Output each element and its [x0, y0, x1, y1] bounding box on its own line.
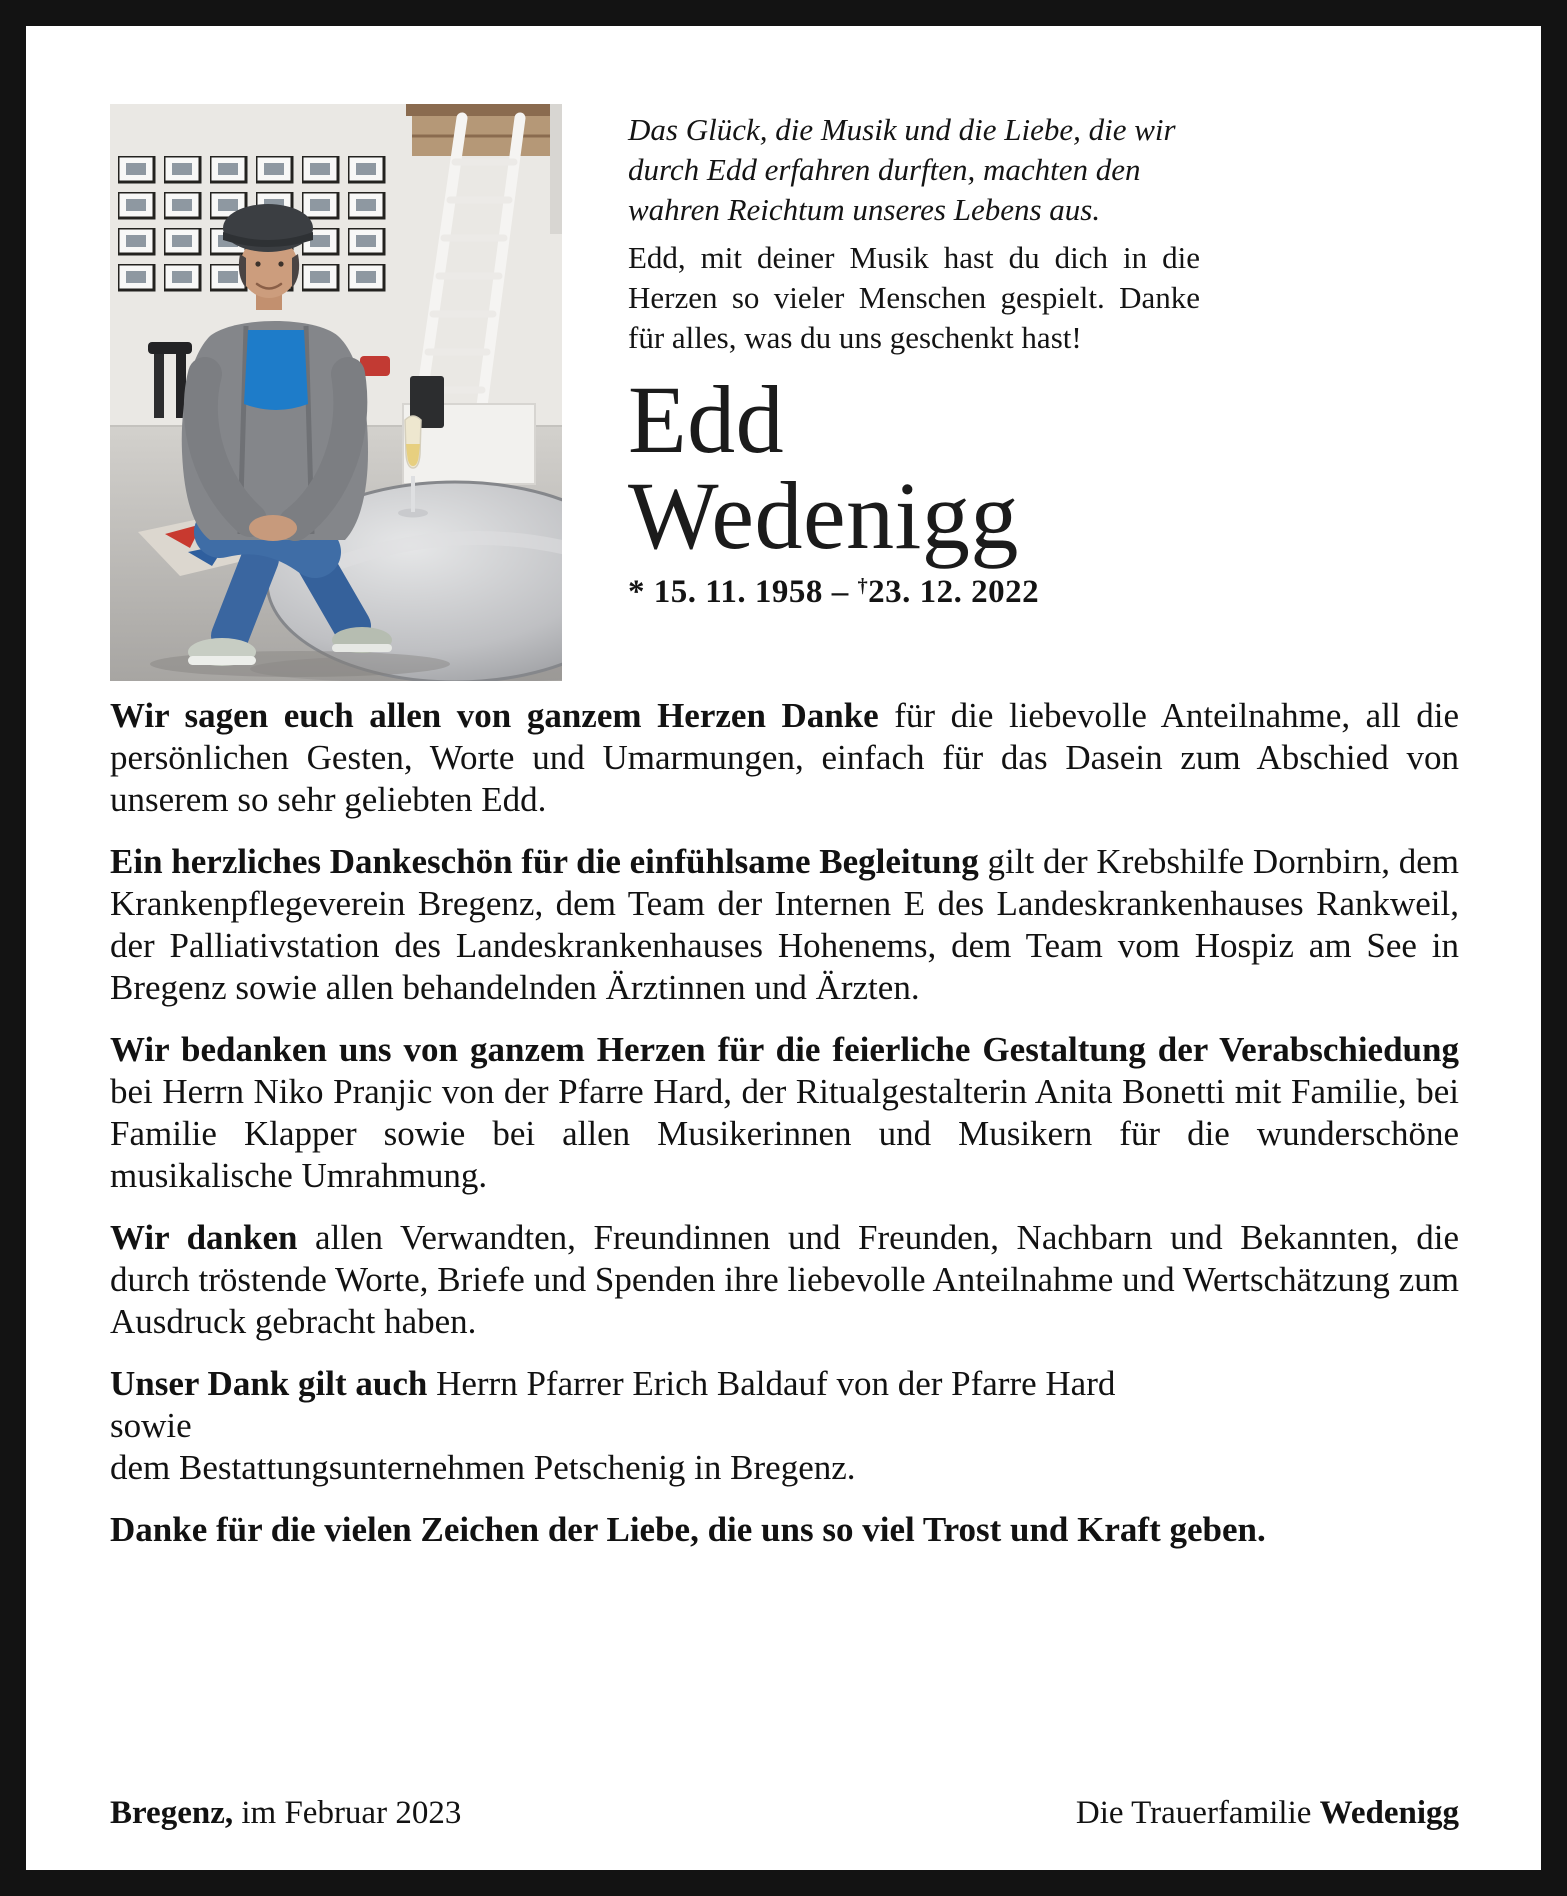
life-dates	[628, 574, 1459, 611]
header-text-column	[628, 104, 1459, 681]
deceased-last-name: Wedenigg	[628, 461, 1019, 569]
place: Bregenz,	[110, 1795, 234, 1831]
paragraph-lead: Unser Dank gilt auch	[110, 1364, 428, 1403]
thanks-section	[110, 695, 1459, 1551]
birth-date: 15. 11. 1958	[653, 573, 823, 610]
paragraph-lead: Danke für die vielen Zeichen der Liebe, die uns so viel Trost und Kraft geben.	[110, 1510, 1266, 1549]
date: im Februar 2023	[233, 1795, 462, 1831]
paragraph-text: bei Herrn Niko Pranjic von der Pfarre Hard, der Ritualgestalterin Anita Bonetti mit Familie, bei Familie Klapper sowie bei allen Musikerinnen und Musikern für die wunderschöne musikalische Umrahmung.	[110, 1072, 1459, 1195]
obituary-sheet	[26, 26, 1541, 1870]
place-date	[110, 1795, 461, 1832]
date-separator: –	[831, 573, 849, 610]
header-section	[110, 104, 1459, 681]
paragraph-lead: Wir sagen euch allen von ganzem Herzen Danke	[110, 696, 879, 735]
paragraph-text: Herrn Pfarrer Erich Baldauf von der Pfarre Hard	[427, 1364, 1116, 1403]
blue-shirt	[244, 330, 308, 410]
family-label: Die Trauerfamilie	[1075, 1795, 1320, 1831]
thanks-paragraph-2	[110, 841, 1459, 1009]
paragraph-text: sowie	[110, 1406, 192, 1445]
death-symbol: †	[857, 574, 869, 597]
paragraph-text: für die liebevolle Anteilnahme, all die persönlichen Gesten, Worte und Umarmungen, einfach für das Dasein zum Abschied von unserem so sehr geliebten Edd.	[110, 696, 1459, 819]
deceased-name	[628, 365, 1459, 569]
birth-symbol: *	[628, 573, 645, 610]
death-date: 23. 12. 2022	[868, 573, 1040, 610]
deceased-first-name: Edd	[628, 365, 785, 473]
portrait-photo	[110, 104, 562, 681]
thanks-paragraph-5	[110, 1363, 1459, 1489]
thanks-paragraph-4	[110, 1217, 1459, 1343]
paragraph-lead: Wir danken	[110, 1218, 298, 1257]
thanks-paragraph-6	[110, 1509, 1459, 1551]
paragraph-lead: Ein herzliches Dankeschön für die einfühlsame Begleitung	[110, 842, 979, 881]
footer	[110, 1795, 1459, 1832]
family-signature	[1076, 1795, 1459, 1832]
hands	[249, 515, 297, 541]
paragraph-lead: Wir bedanken uns von ganzem Herzen für die feierliche Gestaltung der Verabschiedung	[110, 1030, 1459, 1069]
paragraph-text: dem Bestattungsunternehmen Petschenig in Bregenz.	[110, 1448, 856, 1487]
thanks-paragraph-3	[110, 1029, 1459, 1197]
family-name: Wedenigg	[1319, 1795, 1459, 1831]
thanks-paragraph-1	[110, 695, 1459, 821]
paragraph-text: allen Verwandten, Freundinnen und Freunden, Nachbarn und Bekannten, die durch tröstende Worte, Briefe und Spenden ihre liebevolle Anteilnahme und Wertschätzung zum Ausdruck gebracht haben.	[110, 1218, 1459, 1341]
paragraph-text: gilt der Krebshilfe Dornbirn, dem Krankenpflegeverein Bregenz, dem Team der Internen E des Landeskrankenhauses Rankweil, der Palliativstation des Landeskrankenhauses Hohenems, dem Team vom Hospiz am See in Bregenz sowie allen behandelnden Ärztinnen und Ärzten.	[110, 842, 1460, 1007]
memorial-quote: Das Glück, die Musik und die Liebe, die wir durch Edd erfahren durften, machten den wahren Reichtum unseres Lebens aus.	[628, 112, 1176, 227]
intro-text: Edd, mit deiner Musik hast du dich in die Herzen so vieler Menschen gespielt. Danke für alles, was du uns geschenkt hast!	[628, 239, 1200, 355]
